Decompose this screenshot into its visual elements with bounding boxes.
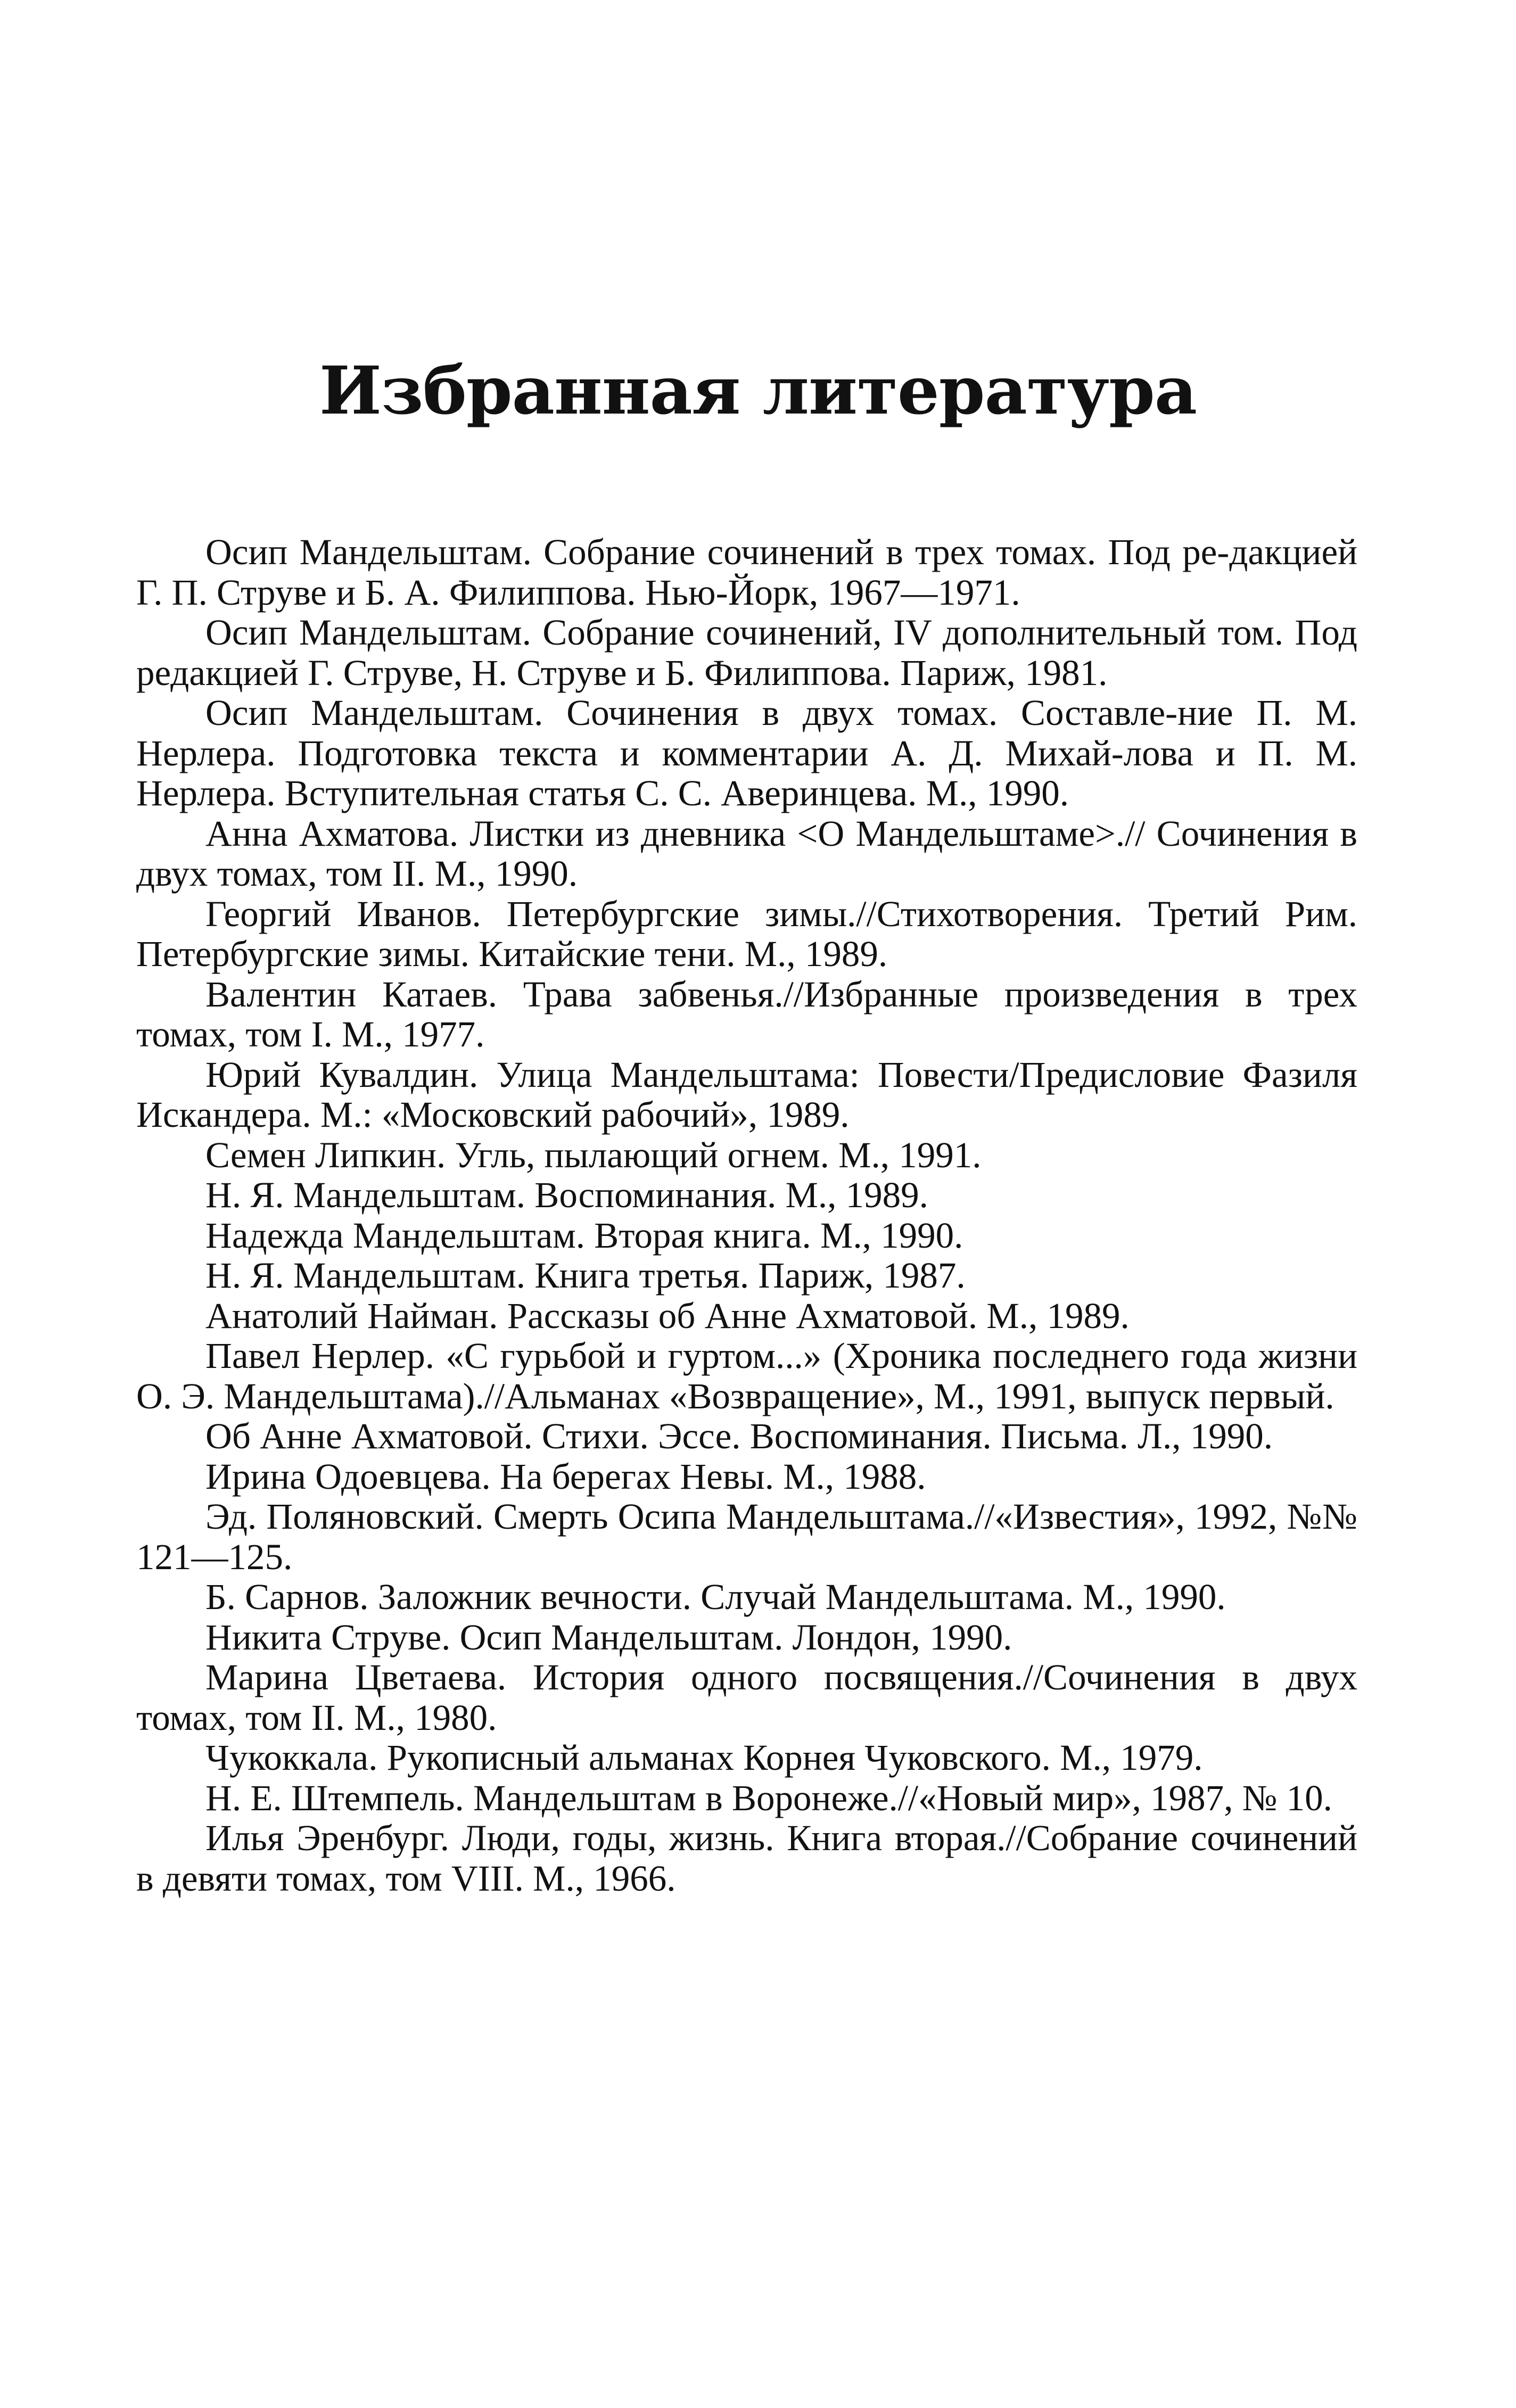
bibliography-entry: Анатолий Найман. Рассказы об Анне Ахматовой. М., 1989. [205, 1295, 1130, 1336]
bibliography-entry: Марина Цветаева. История одного посвящения.//Сочинения в двух томах, том II. М., 1980. [136, 1657, 1357, 1738]
bibliography-entry: Георгий Иванов. Петербургские зимы.//Стихотворения. Третий Рим. Петербургские зимы. Китайские тени. М., 1989. [136, 893, 1357, 974]
bibliography-entry: Павел Нерлер. «С гурьбой и гуртом...» (Хроника последнего года жизни О. Э. Мандельштама).//Альманах «Возвращение», М., 1991, выпуск первый. [136, 1335, 1357, 1416]
page-title: Избранная литература [319, 352, 1197, 430]
bibliography-list [136, 532, 1357, 1899]
bibliography-entry: Осип Мандельштам. Собрание сочинений в трех томах. Под ре-дакцией Г. П. Струве и Б. А. Филиппова. Нью-Йорк, 1967—1971. [136, 532, 1357, 613]
bibliography-entry: Никита Струве. Осип Мандельштам. Лондон, 1990. [205, 1617, 1012, 1657]
bibliography-entry: Надежда Мандельштам. Вторая книга. М., 1990. [205, 1215, 963, 1256]
bibliography-entry: Осип Мандельштам. Собрание сочинений, IV дополнительный том. Под редакцией Г. Струве, Н. Струве и Б. Филиппова. Париж, 1981. [136, 612, 1357, 693]
bibliography-entry: Чукоккала. Рукописный альманах Корнея Чуковского. М., 1979. [205, 1737, 1203, 1778]
bibliography-entry: Юрий Кувалдин. Улица Мандельштама: Повести/Предисловие Фазиля Искандера. М.: «Московский рабочий», 1989. [136, 1054, 1357, 1135]
bibliography-entry: Об Анне Ахматовой. Стихи. Эссе. Воспоминания. Письма. Л., 1990. [205, 1416, 1273, 1456]
bibliography-entry: Б. Сарнов. Заложник вечности. Случай Мандельштама. М., 1990. [205, 1577, 1226, 1617]
bibliography-entry: Илья Эренбург. Люди, годы, жизнь. Книга вторая.//Собрание сочинений в девяти томах, том VIII. М., 1966. [136, 1818, 1357, 1899]
bibliography-entry: Н. Я. Мандельштам. Воспоминания. М., 1989. [205, 1175, 928, 1215]
bibliography-entry: Семен Липкин. Угль, пылающий огнем. М., 1991. [205, 1134, 982, 1175]
bibliography-entry: Н. Я. Мандельштам. Книга третья. Париж, 1987. [205, 1255, 966, 1296]
bibliography-entry: Эд. Поляновский. Смерть Осипа Мандельштама.//«Известия», 1992, №№ 121—125. [136, 1496, 1357, 1577]
bibliography-entry: Валентин Катаев. Трава забвенья.//Избранные произведения в трех томах, том I. М., 1977. [136, 974, 1357, 1054]
bibliography-entry: Ирина Одоевцева. На берегах Невы. М., 1988. [205, 1456, 926, 1497]
bibliography-entry: Н. Е. Штемпель. Мандельштам в Воронеже.//«Новый мир», 1987, № 10. [205, 1777, 1332, 1818]
bibliography-entry: Осип Мандельштам. Сочинения в двух томах. Составле-ние П. М. Нерлера. Подготовка текста и комментарии А. Д. Михай-лова и П. М. Нерлера. Вступительная статья С. С. Аверинцева. М., 1990. [136, 692, 1357, 813]
bibliography-entry: Анна Ахматова. Листки из дневника <О Мандельштаме>.// Сочинения в двух томах, том II. М., 1990. [136, 813, 1357, 894]
